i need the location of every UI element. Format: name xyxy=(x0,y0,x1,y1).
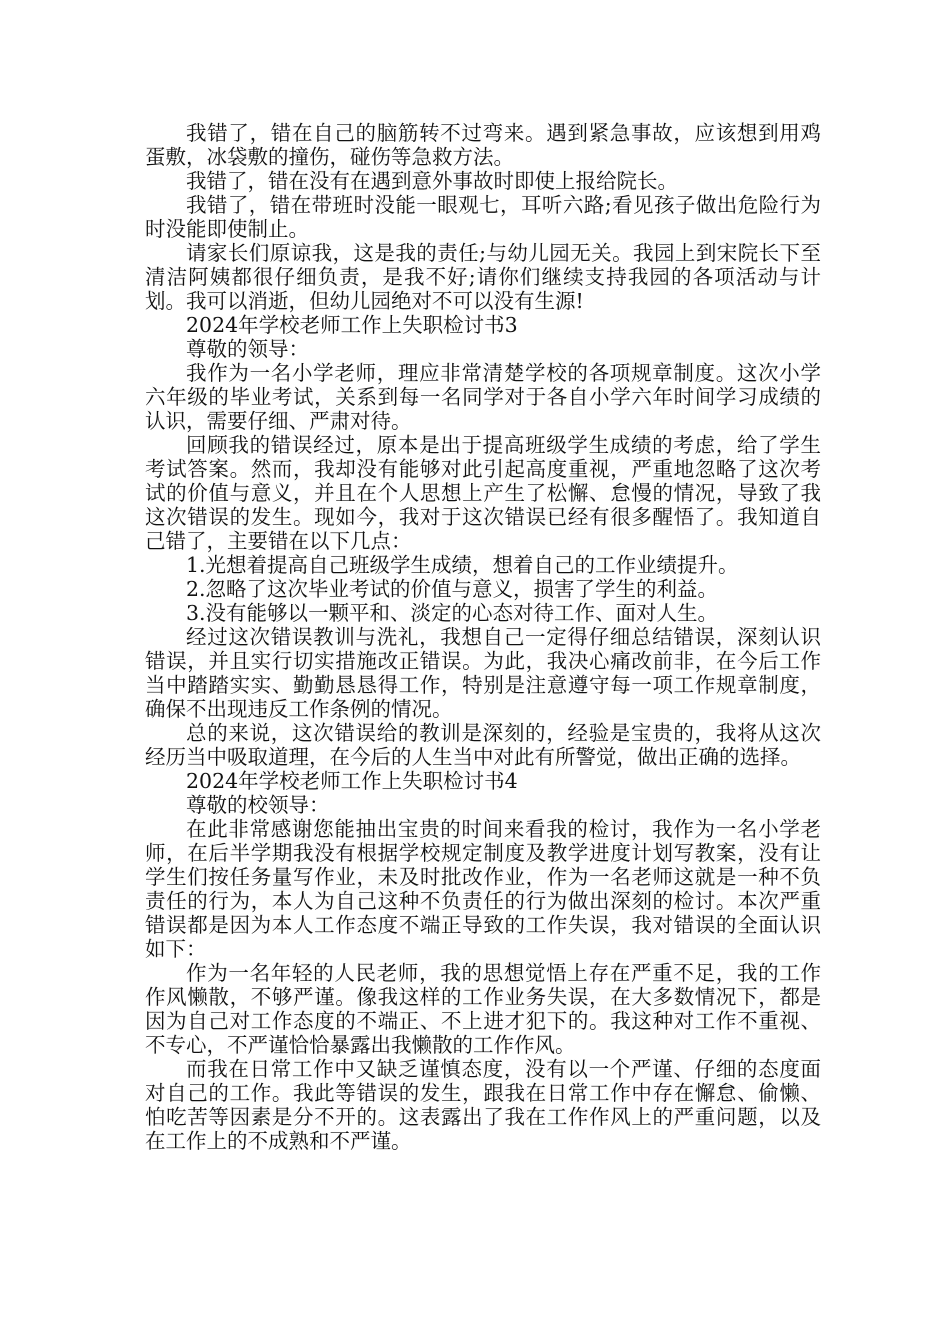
paragraph-3: 我错了，错在带班时没能一眼观七，耳听六路;看见孩子做出危险行为时没能即使制止。 xyxy=(145,193,821,241)
paragraph-8: 总的来说，这次错误给的教训是深刻的，经验是宝贵的，我将从这次经历当中吸取道理，在今后的人生当中对此有所警觉，做出正确的选择。 xyxy=(145,721,821,769)
paragraph-1: 我错了，错在自己的脑筋转不过弯来。遇到紧急事故，应该想到用鸡蛋敷，冰袋敷的撞伤，碰伤等急救方法。 xyxy=(145,121,821,169)
paragraph-7: 经过这次错误教训与洗礼，我想自己一定得仔细总结错误，深刻认识错误，并且实行切实措施改正错误。为此，我决心痛改前非，在今后工作当中踏踏实实、勤勤恳恳得工作，特别是注意遵守每一项工作规章制度，确保不出现违反工作条例的情况。 xyxy=(145,625,821,721)
paragraph-9: 在此非常感谢您能抽出宝贵的时间来看我的检讨，我作为一名小学老师，在后半学期我没有根据学校规定制度及教学进度计划写教案，没有让学生们按任务量写作业，未及时批改作业，作为一名老师这就是一种不负责任的行为，本人为自己这种不负责任的行为做出深刻的检讨。本次严重错误都是因为本人工作态度不端正导致的工作失误，我对错误的全面认识如下： xyxy=(145,817,821,961)
section-heading-3: 2024年学校老师工作上失职检讨书3 xyxy=(186,313,518,337)
section-heading-4: 2024年学校老师工作上失职检讨书4 xyxy=(186,769,518,793)
paragraph-4: 请家长们原谅我，这是我的责任;与幼儿园无关。我园上到宋院长下至清洁阿姨都很仔细负责，是我不好;请你们继续支持我园的各项活动与计划。我可以消逝，但幼儿园绝对不可以没有生源! xyxy=(145,241,821,313)
document-page xyxy=(145,121,821,1153)
salutation-4: 尊敬的校领导： xyxy=(186,793,330,817)
list-item-1: 1.光想着提高自己班级学生成绩，想着自己的工作业绩提升。 xyxy=(186,553,739,577)
paragraph-5: 我作为一名小学老师，理应非常清楚学校的各项规章制度。这次小学六年级的毕业考试，关系到每一名同学对于各自小学六年时间学习成绩的认识，需要仔细、严肃对待。 xyxy=(145,361,821,433)
paragraph-6: 回顾我的错误经过，原本是出于提高班级学生成绩的考虑，给了学生考试答案。然而，我却没有能够对此引起高度重视，严重地忽略了这次考试的价值与意义，并且在个人思想上产生了松懈、怠慢的情况，导致了我这次错误的发生。现如今，我对于这次错误已经有很多醒悟了。我知道自己错了，主要错在以下几点： xyxy=(145,433,821,553)
paragraph-2: 我错了，错在没有在遇到意外事故时即使上报给院长。 xyxy=(186,169,678,193)
paragraph-11: 而我在日常工作中又缺乏谨慎态度，没有以一个严谨、仔细的态度面对自己的工作。我此等错误的发生，跟我在日常工作中存在懈怠、偷懒、怕吃苦等因素是分不开的。这表露出了我在工作作风上的严重问题，以及在工作上的不成熟和不严谨。 xyxy=(145,1057,821,1153)
list-item-3: 3.没有能够以一颗平和、淡定的心态对待工作、面对人生。 xyxy=(186,601,719,625)
paragraph-10: 作为一名年轻的人民老师，我的思想觉悟上存在严重不足，我的工作作风懒散，不够严谨。像我这样的工作业务失误，在大多数情况下，都是因为自己对工作态度的不端正、不上进才犯下的。我这种对工作不重视、不专心，不严谨恰恰暴露出我懒散的工作作风。 xyxy=(145,961,821,1057)
salutation-3: 尊敬的领导： xyxy=(186,337,309,361)
list-item-2: 2.忽略了这次毕业考试的价值与意义，损害了学生的利益。 xyxy=(186,577,719,601)
